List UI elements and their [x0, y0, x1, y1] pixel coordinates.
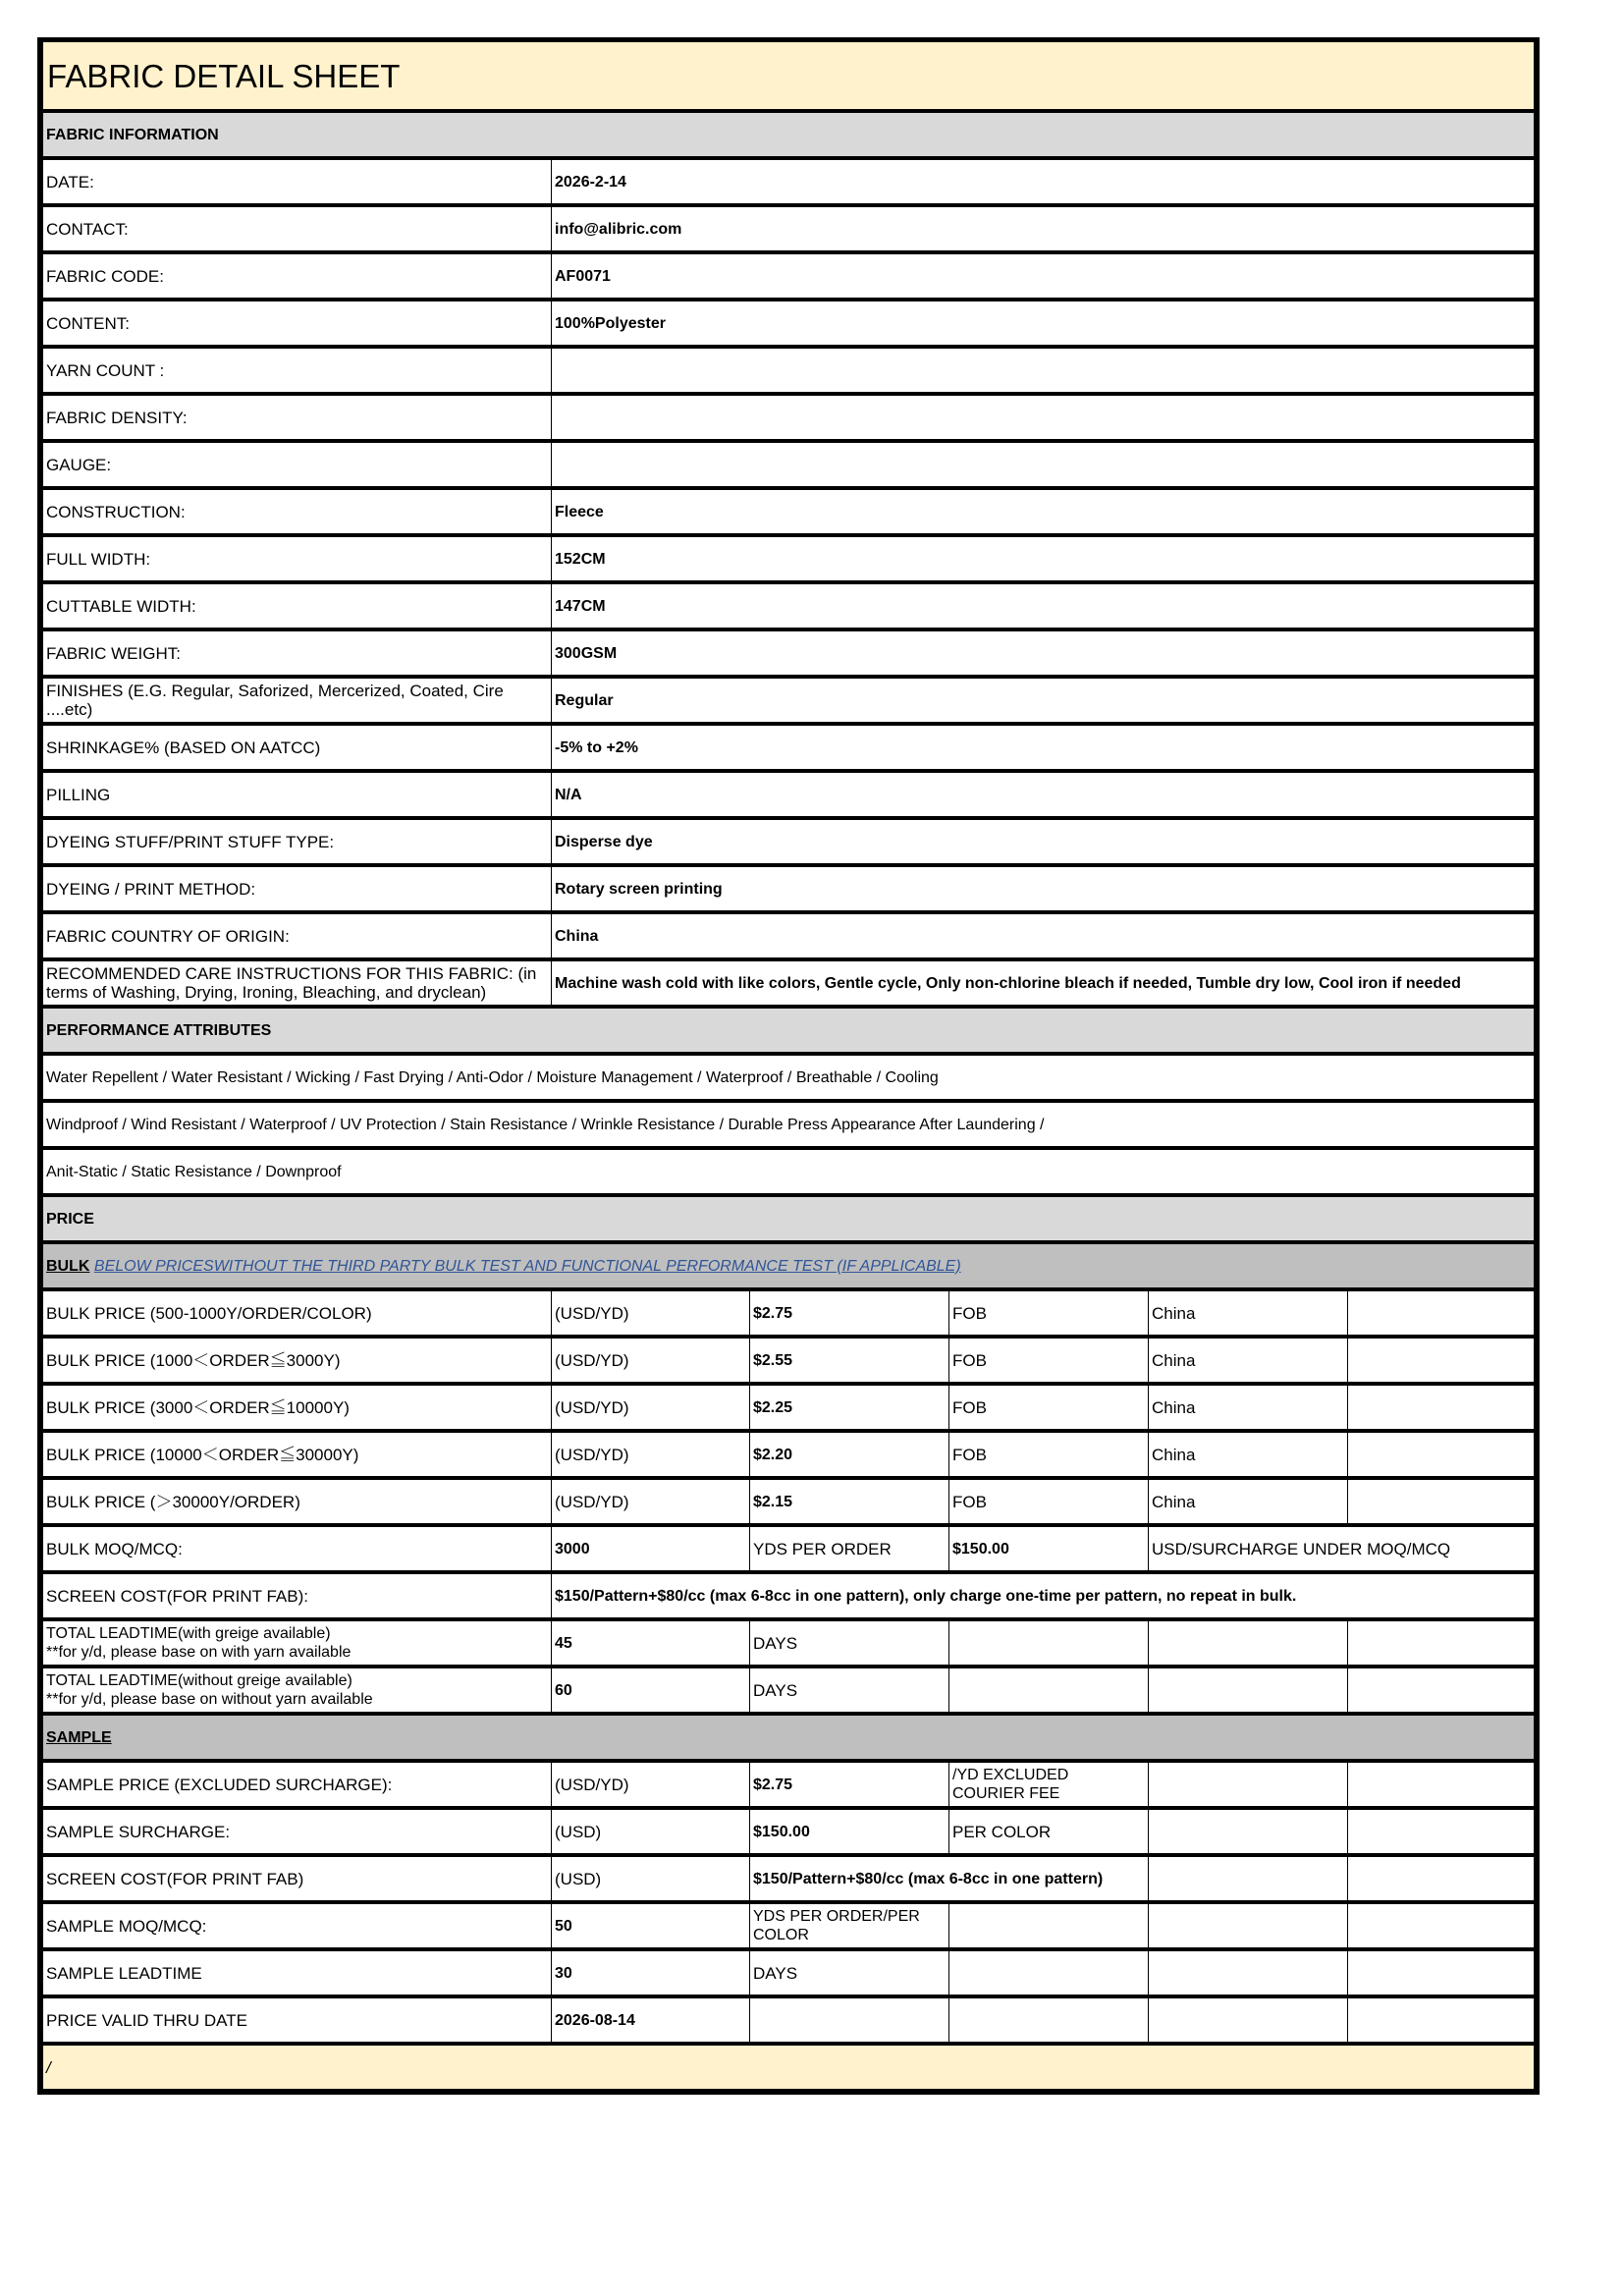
bulk-moq-label: BULK MOQ/MCQ: [43, 1525, 552, 1572]
section-bulk [43, 1242, 1535, 1289]
info-row-full-width [43, 535, 1535, 582]
bulk-price-row [43, 1289, 1535, 1337]
performance-row [43, 1148, 1535, 1195]
section-fabric-information [43, 111, 1535, 158]
bulk-moq-surcharge-note: USD/SURCHARGE UNDER MOQ/MCQ [1149, 1525, 1535, 1572]
info-row-content [43, 300, 1535, 347]
info-row-shrinkage [43, 724, 1535, 771]
info-label: CONTACT: [43, 205, 552, 252]
section-label: FABRIC INFORMATION [43, 111, 1535, 158]
info-row-fabric-density [43, 394, 1535, 441]
info-value: Regular [552, 677, 1535, 724]
info-value [552, 347, 1535, 394]
bulk-price-term: FOB [949, 1431, 1149, 1478]
empty-cell [1348, 1808, 1535, 1855]
leadtime-unit: DAYS [750, 1667, 949, 1714]
sample-leadtime-days: 30 [552, 1949, 750, 1996]
empty-cell [1149, 1761, 1348, 1808]
empty-cell [1348, 1855, 1535, 1902]
empty-cell [1348, 1619, 1535, 1667]
sample-leadtime-unit: DAYS [750, 1949, 949, 1996]
info-row-fabric-weight [43, 629, 1535, 677]
section-performance-attributes [43, 1007, 1535, 1054]
info-label: SHRINKAGE% (BASED ON AATCC) [43, 724, 552, 771]
bulk-price-term: FOB [949, 1289, 1149, 1337]
info-value: Machine wash cold with like colors, Gentle cycle, Only non-chlorine bleach if needed, Tumble dry low, Cool iron if needed [552, 959, 1535, 1007]
valid-thru-label: PRICE VALID THRU DATE [43, 1996, 552, 2044]
info-value: AF0071 [552, 252, 1535, 300]
info-label: RECOMMENDED CARE INSTRUCTIONS FOR THIS FABRIC: (in terms of Washing, Drying, Ironing, Bleaching, and dryclean) [43, 959, 552, 1007]
info-label: DYEING / PRINT METHOD: [43, 865, 552, 912]
info-value: China [552, 912, 1535, 959]
section-price [43, 1195, 1535, 1242]
bulk-price-unit: (USD/YD) [552, 1478, 750, 1525]
info-label: FABRIC COUNTRY OF ORIGIN: [43, 912, 552, 959]
sample-label: SAMPLE [46, 1728, 112, 1746]
sample-surcharge-label: SAMPLE SURCHARGE: [43, 1808, 552, 1855]
info-row-cuttable-width [43, 582, 1535, 629]
bulk-price-port: China [1149, 1289, 1348, 1337]
screen-cost-label: SCREEN COST(FOR PRINT FAB): [43, 1572, 552, 1619]
bulk-price-row [43, 1384, 1535, 1431]
leadtime-days: 60 [552, 1667, 750, 1714]
bulk-price-term: FOB [949, 1384, 1149, 1431]
sample-price-value: $2.75 [750, 1761, 949, 1808]
sample-moq-qty: 50 [552, 1902, 750, 1949]
info-row-pilling [43, 771, 1535, 818]
fabric-detail-sheet [37, 37, 1540, 2095]
bulk-price-term: FOB [949, 1337, 1149, 1384]
empty-cell [1149, 1808, 1348, 1855]
bulk-header [43, 1242, 1535, 1289]
info-label: GAUGE: [43, 441, 552, 488]
info-row-country-of-origin [43, 912, 1535, 959]
empty-cell [949, 1996, 1149, 2044]
info-value: 300GSM [552, 629, 1535, 677]
empty-cell [1348, 1996, 1535, 2044]
info-value: 2026-2-14 [552, 158, 1535, 205]
bulk-price-unit: (USD/YD) [552, 1384, 750, 1431]
bulk-price-port: China [1149, 1384, 1348, 1431]
bulk-price-extra [1348, 1289, 1535, 1337]
info-value: info@alibric.com [552, 205, 1535, 252]
info-value: N/A [552, 771, 1535, 818]
bulk-price-label: BULK PRICE (10000＜ORDER≦30000Y) [43, 1431, 552, 1478]
info-label: PILLING [43, 771, 552, 818]
sample-moq-row [43, 1902, 1535, 1949]
bulk-price-extra [1348, 1478, 1535, 1525]
performance-line: Windproof / Wind Resistant / Waterproof / UV Protection / Stain Resistance / Wrinkle Resistance / Durable Press Appearance After Laundering / [43, 1101, 1535, 1148]
info-row-finishes [43, 677, 1535, 724]
empty-cell [1149, 1949, 1348, 1996]
sample-leadtime-row [43, 1949, 1535, 1996]
performance-row [43, 1054, 1535, 1101]
empty-cell [1149, 1619, 1348, 1667]
info-label: CUTTABLE WIDTH: [43, 582, 552, 629]
info-row-yarn-count [43, 347, 1535, 394]
leadtime-label-line2: **for y/d, please base on without yarn available [46, 1691, 373, 1708]
bulk-price-label: BULK PRICE (3000＜ORDER≦10000Y) [43, 1384, 552, 1431]
bulk-price-extra [1348, 1431, 1535, 1478]
screen-cost-value: $150/Pattern+$80/cc (max 6-8cc in one pattern), only charge one-time per pattern, no repeat in bulk. [552, 1572, 1535, 1619]
price-valid-thru-row [43, 1996, 1535, 2044]
performance-line: Anit-Static / Static Resistance / Downproof [43, 1148, 1535, 1195]
info-label: YARN COUNT : [43, 347, 552, 394]
empty-cell [949, 1949, 1149, 1996]
info-row-construction [43, 488, 1535, 535]
info-label: FABRIC DENSITY: [43, 394, 552, 441]
bulk-price-value: $2.25 [750, 1384, 949, 1431]
info-label: FINISHES (E.G. Regular, Saforized, Mercerized, Coated, Cire ....etc) [43, 677, 552, 724]
sample-price-row [43, 1761, 1535, 1808]
sheet-table [42, 42, 1535, 2090]
bulk-moq-row [43, 1525, 1535, 1572]
empty-cell [1149, 1996, 1348, 2044]
info-label: DATE: [43, 158, 552, 205]
info-row-care-instructions [43, 959, 1535, 1007]
info-row-gauge [43, 441, 1535, 488]
sample-screen-cost-unit: (USD) [552, 1855, 750, 1902]
info-label: FABRIC WEIGHT: [43, 629, 552, 677]
empty-cell [1348, 1949, 1535, 1996]
info-row-contact [43, 205, 1535, 252]
bulk-price-unit: (USD/YD) [552, 1289, 750, 1337]
info-row-dyeing-method [43, 865, 1535, 912]
leadtime-row [43, 1619, 1535, 1667]
bulk-price-label: BULK PRICE (＞30000Y/ORDER) [43, 1478, 552, 1525]
info-value: Fleece [552, 488, 1535, 535]
info-value: -5% to +2% [552, 724, 1535, 771]
bulk-moq-surcharge: $150.00 [949, 1525, 1149, 1572]
info-label: CONSTRUCTION: [43, 488, 552, 535]
bulk-price-row [43, 1431, 1535, 1478]
bulk-screen-cost-row [43, 1572, 1535, 1619]
sample-screen-cost-row [43, 1855, 1535, 1902]
empty-cell [1348, 1761, 1535, 1808]
info-label: CONTENT: [43, 300, 552, 347]
bulk-price-value: $2.75 [750, 1289, 949, 1337]
bulk-price-row [43, 1337, 1535, 1384]
empty-cell [1149, 1855, 1348, 1902]
bulk-price-extra [1348, 1337, 1535, 1384]
bulk-price-value: $2.55 [750, 1337, 949, 1384]
info-value: 152CM [552, 535, 1535, 582]
info-label: DYEING STUFF/PRINT STUFF TYPE: [43, 818, 552, 865]
bulk-price-row [43, 1478, 1535, 1525]
leadtime-unit: DAYS [750, 1619, 949, 1667]
info-value: Rotary screen printing [552, 865, 1535, 912]
leadtime-row [43, 1667, 1535, 1714]
bulk-moq-qty: 3000 [552, 1525, 750, 1572]
empty-cell [949, 1902, 1149, 1949]
empty-cell [1149, 1667, 1348, 1714]
leadtime-days: 45 [552, 1619, 750, 1667]
bulk-price-label: BULK PRICE (500-1000Y/ORDER/COLOR) [43, 1289, 552, 1337]
performance-row [43, 1101, 1535, 1148]
sample-moq-label: SAMPLE MOQ/MCQ: [43, 1902, 552, 1949]
bulk-label: BULK [46, 1257, 90, 1275]
info-label: FABRIC CODE: [43, 252, 552, 300]
bulk-price-port: China [1149, 1478, 1348, 1525]
sample-surcharge-unit: (USD) [552, 1808, 750, 1855]
valid-thru-value: 2026-08-14 [552, 1996, 750, 2044]
info-label: FULL WIDTH: [43, 535, 552, 582]
footer-row [43, 2044, 1535, 2090]
bulk-note-link[interactable]: BELOW PRICESWITHOUT THE THIRD PARTY BULK TEST AND FUNCTIONAL PERFORMANCE TEST (IF APPLICABLE) [93, 1257, 961, 1275]
leadtime-label-line1: TOTAL LEADTIME(without greige available) [46, 1672, 352, 1689]
bulk-price-unit: (USD/YD) [552, 1337, 750, 1384]
info-value [552, 394, 1535, 441]
section-label: PRICE [43, 1195, 1535, 1242]
empty-cell [1348, 1902, 1535, 1949]
sample-screen-cost-value: $150/Pattern+$80/cc (max 6-8cc in one pattern) [750, 1855, 1149, 1902]
leadtime-label [43, 1619, 552, 1667]
info-value: 100%Polyester [552, 300, 1535, 347]
bulk-moq-unit: YDS PER ORDER [750, 1525, 949, 1572]
empty-cell [1149, 1902, 1348, 1949]
leadtime-label-line2: **for y/d, please base on with yarn available [46, 1644, 352, 1661]
page-title: FABRIC DETAIL SHEET [43, 42, 1535, 111]
bulk-price-port: China [1149, 1337, 1348, 1384]
empty-cell [949, 1619, 1149, 1667]
sample-price-label: SAMPLE PRICE (EXCLUDED SURCHARGE): [43, 1761, 552, 1808]
bulk-price-extra [1348, 1384, 1535, 1431]
section-label: PERFORMANCE ATTRIBUTES [43, 1007, 1535, 1054]
info-row-dyeing-stuff [43, 818, 1535, 865]
info-value: 147CM [552, 582, 1535, 629]
info-row-fabric-code [43, 252, 1535, 300]
sample-surcharge-value: $150.00 [750, 1808, 949, 1855]
sample-price-note: /YD EXCLUDED COURIER FEE [949, 1761, 1149, 1808]
sample-surcharge-row [43, 1808, 1535, 1855]
bulk-price-term: FOB [949, 1478, 1149, 1525]
performance-line: Water Repellent / Water Resistant / Wicking / Fast Drying / Anti-Odor / Moisture Management / Waterproof / Breathable / Cooling [43, 1054, 1535, 1101]
sample-price-unit: (USD/YD) [552, 1761, 750, 1808]
footer-text: / [43, 2044, 1535, 2090]
sample-moq-unit: YDS PER ORDER/PER COLOR [750, 1902, 949, 1949]
info-value [552, 441, 1535, 488]
title-row [43, 42, 1535, 111]
leadtime-label [43, 1667, 552, 1714]
sample-leadtime-label: SAMPLE LEADTIME [43, 1949, 552, 1996]
info-value: Disperse dye [552, 818, 1535, 865]
bulk-price-value: $2.20 [750, 1431, 949, 1478]
info-row-date [43, 158, 1535, 205]
empty-cell [750, 1996, 949, 2044]
bulk-price-label: BULK PRICE (1000＜ORDER≦3000Y) [43, 1337, 552, 1384]
empty-cell [1348, 1667, 1535, 1714]
bulk-price-port: China [1149, 1431, 1348, 1478]
sample-header [43, 1714, 1535, 1761]
sample-screen-cost-label: SCREEN COST(FOR PRINT FAB) [43, 1855, 552, 1902]
section-sample [43, 1714, 1535, 1761]
sample-surcharge-note: PER COLOR [949, 1808, 1149, 1855]
bulk-price-unit: (USD/YD) [552, 1431, 750, 1478]
leadtime-label-line1: TOTAL LEADTIME(with greige available) [46, 1625, 331, 1642]
empty-cell [949, 1667, 1149, 1714]
bulk-price-value: $2.15 [750, 1478, 949, 1525]
